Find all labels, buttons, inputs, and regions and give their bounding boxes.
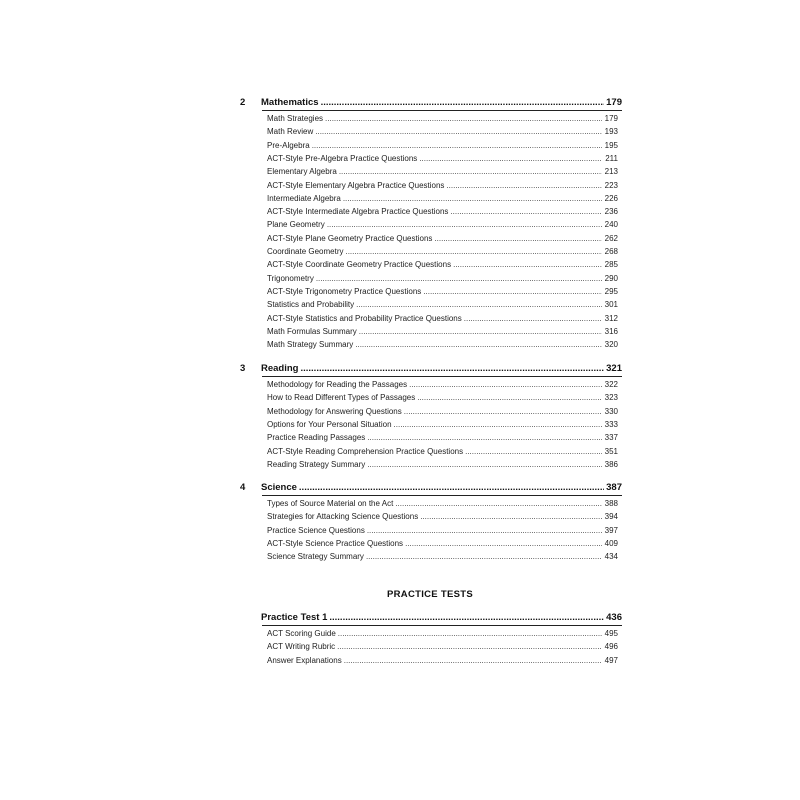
toc-entry[interactable]: [267, 220, 618, 232]
toc-entry[interactable]: [267, 260, 618, 272]
toc-entry[interactable]: [267, 274, 618, 286]
entry-page-number: 290: [604, 273, 618, 283]
entry-page-number: 351: [604, 446, 618, 456]
entry-page-number: 394: [604, 512, 618, 522]
toc-entry[interactable]: [267, 552, 618, 564]
entry-page-number: 386: [604, 459, 618, 469]
entry-title: ACT-Style Trigonometry Practice Questions: [267, 286, 422, 296]
chapter-number: 3: [240, 363, 246, 374]
dot-leader: [446, 181, 602, 190]
entry-page-number: 213: [604, 167, 618, 177]
toc-entry[interactable]: [267, 539, 618, 551]
entry-page-number: 195: [604, 140, 618, 150]
entry-title: ACT-Style Intermediate Algebra Practice Questions: [267, 207, 449, 217]
toc-entry[interactable]: [267, 499, 618, 511]
dot-leader: [453, 260, 602, 269]
entry-page-number: 226: [604, 193, 618, 203]
entry-page-number: 409: [604, 538, 618, 548]
entry-page-number: 236: [604, 207, 618, 217]
toc-entry[interactable]: [267, 512, 618, 524]
entry-page-number: 434: [604, 552, 618, 562]
dot-leader: [409, 380, 602, 389]
dot-leader: [300, 363, 604, 374]
toc-entry[interactable]: [267, 287, 618, 299]
toc-entry[interactable]: [267, 141, 618, 153]
entry-title: ACT-Style Elementary Algebra Practice Questions: [267, 180, 445, 190]
toc-entry[interactable]: [267, 407, 618, 419]
chapter-page-number: 436: [606, 612, 622, 623]
dot-leader: [434, 234, 602, 243]
entry-title: Methodology for Reading the Passages: [267, 380, 408, 389]
entry-page-number: 497: [604, 655, 618, 665]
entry-title: Math Formulas Summary: [267, 326, 357, 336]
chapter-title: Science: [261, 482, 297, 493]
chapter-title: Mathematics: [261, 97, 319, 108]
entry-page-number: 223: [604, 180, 618, 190]
chapter-title: Practice Test 1: [261, 612, 328, 623]
dot-leader: [299, 482, 604, 493]
entry-title: Math Strategies: [267, 114, 324, 123]
entry-title: Statistics and Probability: [267, 300, 355, 310]
dot-leader: [450, 207, 602, 216]
toc-entry[interactable]: [267, 433, 618, 445]
entry-page-number: 337: [604, 433, 618, 443]
entry-page-number: 285: [604, 260, 618, 270]
chapter-page-number: 179: [606, 97, 622, 108]
toc-entry[interactable]: [267, 194, 618, 206]
chapter-underline: [262, 625, 622, 626]
dot-leader: [312, 141, 602, 150]
dot-leader: [366, 552, 602, 561]
entry-title: Methodology for Answering Questions: [267, 406, 402, 416]
entry-title: Practice Science Questions: [267, 525, 365, 535]
dot-leader: [417, 393, 602, 402]
entry-title: Elementary Algebra: [267, 167, 337, 177]
entry-title: Math Review: [267, 127, 314, 137]
entry-page-number: 301: [604, 300, 618, 310]
entry-page-number: 495: [604, 629, 618, 638]
dot-leader: [420, 512, 602, 521]
dot-leader: [367, 433, 602, 442]
dot-leader: [315, 127, 602, 136]
dot-leader: [321, 97, 604, 108]
toc-entry[interactable]: [267, 247, 618, 259]
entry-title: ACT-Style Statistics and Probability Practice Questions: [267, 313, 462, 323]
chapter-page-number: 387: [606, 482, 622, 493]
dot-leader: [395, 499, 602, 508]
toc-entry[interactable]: [267, 420, 618, 432]
entry-title: Options for Your Personal Situation: [267, 419, 392, 429]
toc-entry[interactable]: [267, 234, 618, 246]
toc-entry[interactable]: [267, 114, 618, 126]
entry-page-number: 268: [604, 247, 618, 256]
chapter-number: 2: [240, 97, 246, 108]
dot-leader: [316, 274, 602, 283]
dot-leader: [394, 420, 602, 429]
entry-title: ACT Scoring Guide: [267, 629, 336, 638]
toc-entry[interactable]: [267, 642, 618, 654]
toc-entry[interactable]: [267, 207, 618, 219]
entry-page-number: 333: [604, 419, 618, 429]
toc-entry[interactable]: [267, 393, 618, 405]
entry-title: ACT-Style Coordinate Geometry Practice Questions: [267, 260, 452, 270]
dot-leader: [423, 287, 602, 296]
dot-leader: [327, 220, 602, 229]
entry-title: ACT-Style Plane Geometry Practice Questions: [267, 233, 433, 243]
toc-entry[interactable]: [267, 340, 618, 352]
entry-page-number: 320: [604, 340, 618, 350]
dot-leader: [339, 167, 602, 176]
toc-entry[interactable]: [267, 327, 618, 339]
toc-entry[interactable]: [267, 447, 618, 459]
entry-title: Intermediate Algebra: [267, 193, 341, 203]
dot-leader: [345, 247, 602, 256]
entry-title: ACT-Style Pre-Algebra Practice Questions: [267, 153, 418, 163]
toc-entry[interactable]: [267, 526, 618, 538]
dot-leader: [325, 114, 602, 123]
entry-title: ACT-Style Science Practice Questions: [267, 538, 404, 548]
entry-page-number: 240: [604, 220, 618, 230]
dot-leader: [359, 327, 602, 336]
entry-title: Math Strategy Summary: [267, 340, 354, 350]
toc-entry[interactable]: [267, 314, 618, 326]
dot-leader: [367, 460, 602, 469]
chapter-underline: [262, 376, 622, 377]
entry-page-number: 316: [604, 326, 618, 336]
toc-entry[interactable]: [267, 154, 618, 166]
entry-page-number: 312: [604, 313, 618, 323]
entry-title: Pre-Algebra: [267, 140, 310, 150]
toc-entry[interactable]: [267, 181, 618, 193]
toc-entry[interactable]: [267, 380, 618, 392]
entry-page-number: 322: [604, 380, 618, 389]
dot-leader: [419, 154, 602, 163]
entry-title: ACT-Style Reading Comprehension Practice Questions: [267, 446, 464, 456]
entry-title: Answer Explanations: [267, 655, 342, 665]
toc-entry[interactable]: [267, 127, 618, 139]
chapter-title: Reading: [261, 363, 299, 374]
dot-leader: [405, 539, 602, 548]
dot-leader: [329, 612, 604, 623]
practice-tests-heading: PRACTICE TESTS: [386, 589, 473, 600]
chapter-underline: [262, 110, 622, 111]
dot-leader: [344, 656, 602, 665]
entry-page-number: 295: [604, 286, 618, 296]
entry-title: Reading Strategy Summary: [267, 459, 366, 469]
toc-entry[interactable]: [267, 656, 618, 668]
entry-page-number: 330: [604, 406, 618, 416]
chapter-page-number: 321: [606, 363, 622, 374]
dot-leader: [338, 629, 602, 638]
entry-title: Practice Reading Passages: [267, 433, 366, 443]
toc-entry[interactable]: [267, 629, 618, 641]
chapter-underline: [262, 495, 622, 496]
entry-page-number: 262: [604, 233, 618, 243]
toc-entry[interactable]: [267, 460, 618, 472]
entry-page-number: 496: [604, 642, 618, 652]
dot-leader: [343, 194, 602, 203]
entry-page-number: 388: [604, 499, 618, 508]
entry-page-number: 179: [604, 114, 618, 123]
toc-entry[interactable]: [267, 300, 618, 312]
entry-page-number: 323: [604, 393, 618, 403]
entry-title: Trigonometry: [267, 273, 314, 283]
entry-title: Plane Geometry: [267, 220, 325, 230]
dot-leader: [465, 447, 602, 456]
entry-page-number: 193: [604, 127, 618, 137]
toc-entry[interactable]: [267, 167, 618, 179]
dot-leader: [355, 340, 602, 349]
entry-page-number: 397: [604, 525, 618, 535]
entry-title: Types of Source Material on the Act: [267, 499, 394, 508]
dot-leader: [356, 300, 602, 309]
dot-leader: [367, 526, 602, 535]
entry-title: ACT Writing Rubric: [267, 642, 336, 652]
entry-title: How to Read Different Types of Passages: [267, 393, 416, 403]
entry-title: Strategies for Attacking Science Questions: [267, 512, 419, 522]
dot-leader: [337, 642, 602, 651]
dot-leader: [404, 407, 602, 416]
chapter-number: 4: [240, 482, 246, 493]
entry-page-number: 211: [605, 153, 618, 163]
entry-title: Science Strategy Summary: [267, 552, 364, 562]
dot-leader: [464, 314, 602, 323]
entry-title: Coordinate Geometry: [267, 247, 344, 256]
